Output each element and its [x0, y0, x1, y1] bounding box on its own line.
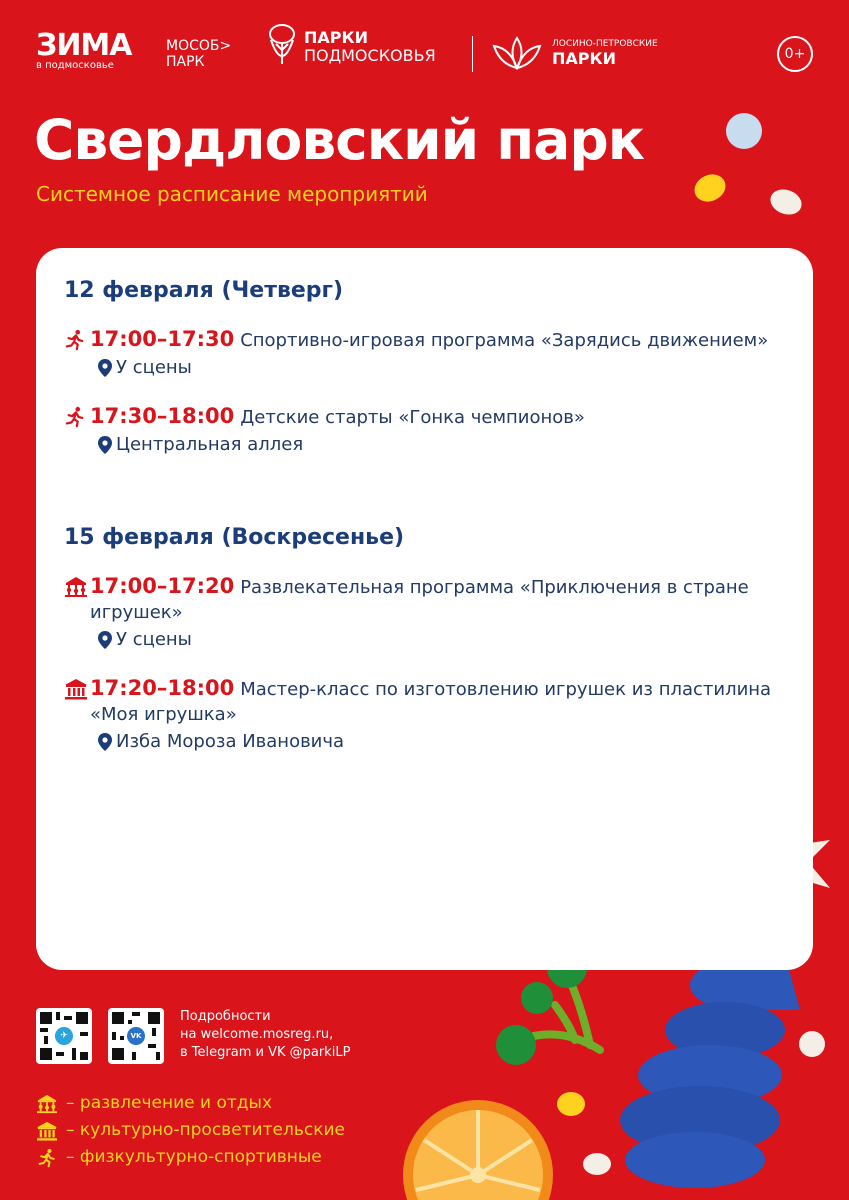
event-time: 17:00–17:30 — [90, 327, 235, 351]
logo-losino-line2: ПАРКИ — [552, 48, 616, 68]
event-item — [64, 676, 785, 752]
logo-zima-text: ЗИМА — [36, 28, 132, 63]
location-pin-icon — [98, 733, 112, 751]
logo-losino-petrovskie — [490, 36, 658, 70]
event-location — [98, 434, 785, 455]
event-location — [98, 357, 785, 378]
legend-item — [36, 1144, 345, 1171]
running-icon — [64, 404, 90, 429]
page-title: Свердловский парк — [34, 108, 645, 172]
logo-mosob-line1: МОСОБ> — [166, 38, 232, 54]
event-description: Детские старты «Гонка чемпионов» — [240, 407, 585, 428]
event-location-text: У сцены — [116, 629, 192, 650]
event-description: Мастер-класс по изготовлению игрушек из пластилина «Моя игрушка» — [90, 679, 772, 725]
day-heading: 12 февраля (Четверг) — [64, 278, 344, 303]
logo-zima-subtext: в подмосковье — [36, 60, 114, 71]
event-description: Спортивно-игровая программа «Зарядись движением» — [240, 330, 769, 351]
logo-mosob-line2: ПАРК — [166, 54, 205, 70]
event-item — [64, 404, 785, 455]
footer-info — [180, 1008, 350, 1062]
logo-separator — [472, 36, 473, 72]
legend-text: – культурно-просветительские — [66, 1120, 345, 1140]
day-heading: 15 февраля (Воскресенье) — [64, 525, 405, 550]
decor-dot-yellow — [690, 169, 730, 206]
event-time: 17:20–18:00 — [90, 676, 235, 700]
legend-text: – развлечение и отдых — [66, 1093, 273, 1113]
telegram-icon: ✈ — [55, 1027, 73, 1045]
legend-item — [36, 1117, 345, 1144]
qr-codes — [36, 1008, 164, 1064]
legend — [36, 1090, 345, 1171]
logo-losino-line1: ЛОСИНО-ПЕТРОВСКИЕ — [552, 38, 658, 49]
event-time: 17:00–17:20 — [90, 574, 235, 598]
location-pin-icon — [98, 436, 112, 454]
logo-parki-line1: ПАРКИ — [304, 28, 368, 47]
event-time: 17:30–18:00 — [90, 404, 235, 428]
event-location-text: У сцены — [116, 357, 192, 378]
decor-dot-yellow-2 — [557, 1092, 585, 1116]
footer-info-line: на welcome.mosreg.ru, — [180, 1027, 334, 1042]
event-location — [98, 731, 785, 752]
event-location — [98, 629, 785, 650]
museum-icon — [36, 1121, 58, 1141]
event-location-text: Центральная аллея — [116, 434, 304, 455]
running-icon — [36, 1148, 58, 1168]
event-item — [64, 574, 785, 650]
decor-dot-white-3 — [583, 1153, 611, 1175]
decor-dot-blue — [726, 113, 762, 149]
page-subtitle: Системное расписание мероприятий — [36, 182, 428, 206]
decor-dot-white-2 — [799, 1031, 825, 1057]
location-pin-icon — [98, 631, 112, 649]
event-description: Развлекательная программа «Приключения в стране игрушек» — [90, 577, 749, 623]
qr-code-vk[interactable] — [108, 1008, 164, 1064]
event-item — [64, 327, 785, 378]
header-logos — [36, 22, 813, 82]
running-icon — [64, 327, 90, 352]
schedule-card — [36, 248, 813, 970]
leaves-logo-icon — [490, 36, 544, 70]
age-rating-badge: 0+ — [777, 36, 813, 72]
museum-icon — [64, 676, 90, 701]
carousel-icon — [36, 1094, 58, 1114]
legend-item — [36, 1090, 345, 1117]
qr-code-telegram[interactable] — [36, 1008, 92, 1064]
vk-icon: VK — [127, 1027, 145, 1045]
orange-slice-decoration — [403, 1100, 553, 1200]
decor-dot-white — [767, 185, 805, 218]
logo-zima — [36, 28, 132, 72]
footer-info-line: Подробности — [180, 1009, 271, 1024]
footer-info-line: в Telegram и VK @parkiLP — [180, 1045, 351, 1060]
legend-text: – физкультурно-спортивные — [66, 1147, 322, 1167]
event-location-text: Изба Мороза Ивановича — [116, 731, 345, 752]
logo-parki-podmoskovya — [268, 22, 436, 72]
acorn-logo-icon — [268, 22, 296, 72]
logo-mosobpark — [166, 38, 231, 70]
logo-parki-line2: ПОДМОСКОВЬЯ — [304, 46, 436, 65]
carousel-icon — [64, 574, 90, 599]
location-pin-icon — [98, 359, 112, 377]
